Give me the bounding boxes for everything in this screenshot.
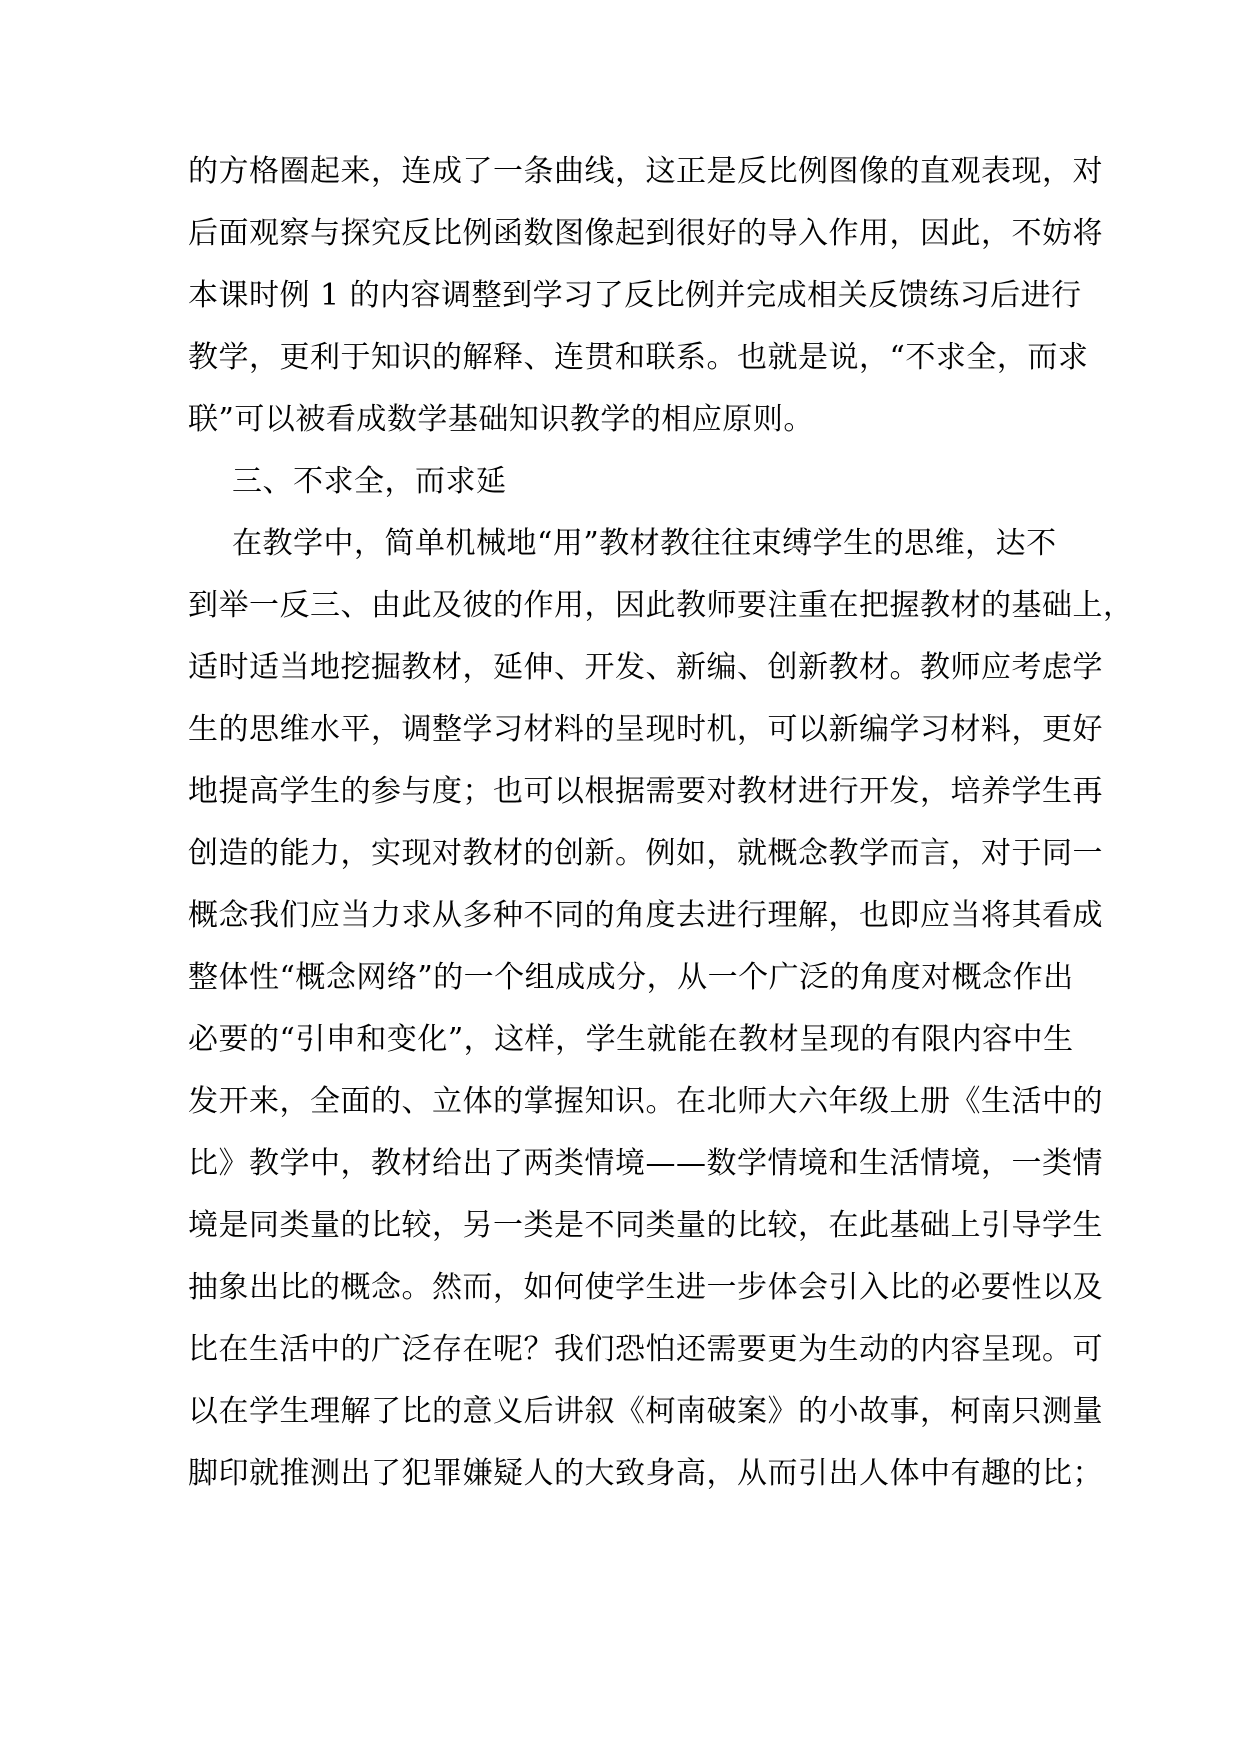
paragraph-2-line-12: 境是同类量的比较，另一类是不同类量的比较，在此基础上引导学生 (188, 1208, 1103, 1243)
paragraph-1-line-3: 本课时例 1 的内容调整到学习了反比例并完成相关反馈练习后进行 (188, 278, 1082, 313)
paragraph-2-line-3: 适时适当地挖掘教材，延伸、开发、新编、创新教材。教师应考虑学 (188, 650, 1103, 685)
paragraph-1-line-1: 的方格圈起来，连成了一条曲线，这正是反比例图像的直观表现，对 (188, 154, 1103, 189)
paragraph-1-line-2: 后面观察与探究反比例函数图像起到很好的导入作用，因此，不妨将 (188, 216, 1103, 251)
paragraph-2-line-11: 比》教学中，教材给出了两类情境——数学情境和生活情境，一类情 (188, 1146, 1103, 1181)
paragraph-2-line-16: 脚印就推测出了犯罪嫌疑人的大致身高，从而引出人体中有趣的比； (188, 1456, 1103, 1491)
paragraph-2-line-8: 整体性“概念网络”的一个组成成分，从一个广泛的角度对概念作出 (188, 960, 1074, 995)
paragraph-1-line-5: 联”可以被看成数学基础知识教学的相应原则。 (188, 402, 814, 437)
paragraph-2-line-7: 概念我们应当力求从多种不同的角度去进行理解，也即应当将其看成 (188, 898, 1103, 933)
paragraph-2-line-1: 在教学中，简单机械地“用”教材教往往束缚学生的思维，达不 (232, 526, 1057, 561)
paragraph-2-line-2: 到举一反三、由此及彼的作用，因此教师要注重在把握教材的基础上， (188, 588, 1134, 623)
paragraph-2-line-10: 发开来，全面的、立体的掌握知识。在北师大六年级上册《生活中的 (188, 1084, 1103, 1119)
paragraph-2-line-14: 比在生活中的广泛存在呢？我们恐怕还需要更为生动的内容呈现。可 (188, 1332, 1103, 1367)
paragraph-2-line-5: 地提高学生的参与度；也可以根据需要对教材进行开发，培养学生再 (188, 774, 1103, 809)
paragraph-2-line-9: 必要的“引申和变化”，这样，学生就能在教材呈现的有限内容中生 (188, 1022, 1074, 1057)
section-heading: 三、不求全，而求延 (232, 464, 507, 499)
paragraph-2-line-15: 以在学生理解了比的意义后讲叙《柯南破案》的小故事，柯南只测量 (188, 1394, 1103, 1429)
paragraph-2-line-6: 创造的能力，实现对教材的创新。例如，就概念教学而言，对于同一 (188, 836, 1103, 871)
paragraph-1-line-4: 教学，更利于知识的解释、连贯和联系。也就是说，“不求全，而求 (188, 340, 1089, 375)
paragraph-2-line-4: 生的思维水平，调整学习材料的呈现时机，可以新编学习材料，更好 (188, 712, 1103, 747)
paragraph-2-line-13: 抽象出比的概念。然而，如何使学生进一步体会引入比的必要性以及 (188, 1270, 1103, 1305)
